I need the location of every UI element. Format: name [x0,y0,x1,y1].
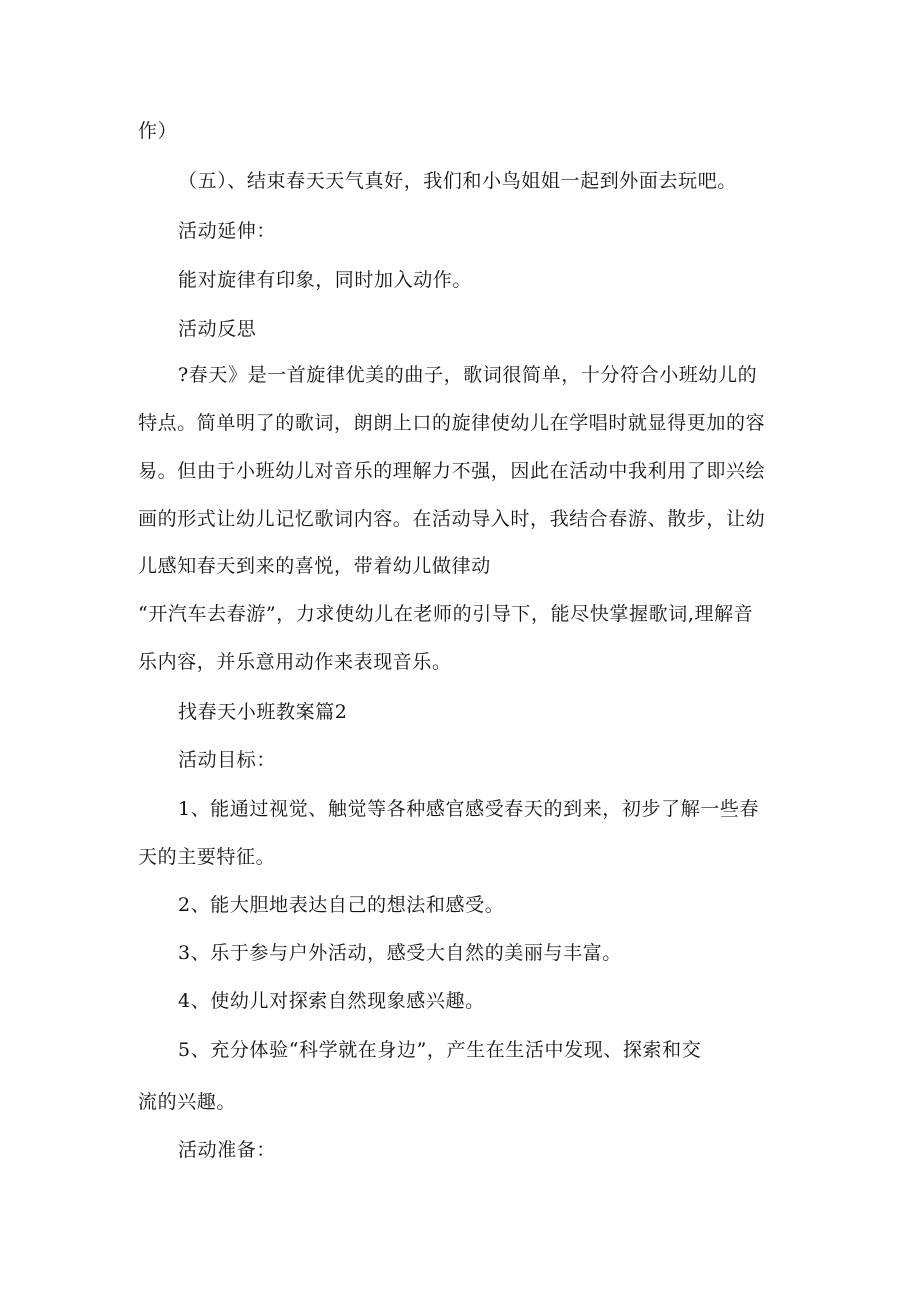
text-line: 流的兴趣。 [138,1091,237,1113]
section-heading: 活动延伸： [178,220,277,242]
section-heading: 活动反思 [178,318,257,340]
text-line: （五）、结束春天天气真好，我们和小鸟姐姐一起到外面去玩吧。 [178,170,737,192]
section-heading: 活动目标： [178,749,277,771]
list-item: 1、能通过视觉、触觉等各种感官感受春天的到来，初步了解一些春 [178,798,760,820]
text-line: “开汽车去春游”，力求使幼儿在老师的引导下，能尽快掌握歌词,理解音 [138,603,754,625]
text-line: 天的主要特征。 [138,846,276,868]
list-item: 4、使幼儿对探索自然现象感兴趣。 [178,990,485,1012]
section-title: 找春天小班教案篇2 [178,701,348,723]
text-line: 易。但由于小班幼儿对音乐的理解力不强，因此在活动中我利用了即兴绘 [138,460,766,482]
text-line: 画的形式让幼儿记忆歌词内容。在活动导入时，我结合春游、散步，让幼 [138,508,766,530]
text-line: 特点。简单明了的歌词，朗朗上口的旋律使幼儿在学唱时就显得更加的容 [138,412,766,434]
text-line: 儿感知春天到来的喜悦，带着幼儿做律动 [138,555,491,577]
list-item: 3、乐于参与户外活动，感受大自然的美丽与丰富。 [178,942,622,964]
text-line: 作） [138,120,178,142]
text-line: ?春天》是一首旋律优美的曲子，歌词很简单，十分符合小班幼儿的 [178,364,758,386]
section-heading: 活动准备： [178,1139,277,1161]
list-item: 2、能大胆地表达自己的想法和感受。 [178,894,505,916]
text-line: 能对旋律有印象，同时加入动作。 [178,269,473,291]
list-item: 5、充分体验“科学就在身边”，产生在生活中发现、探索和交 [178,1039,702,1061]
text-line: 乐内容，并乐意用动作来表现音乐。 [138,651,452,673]
